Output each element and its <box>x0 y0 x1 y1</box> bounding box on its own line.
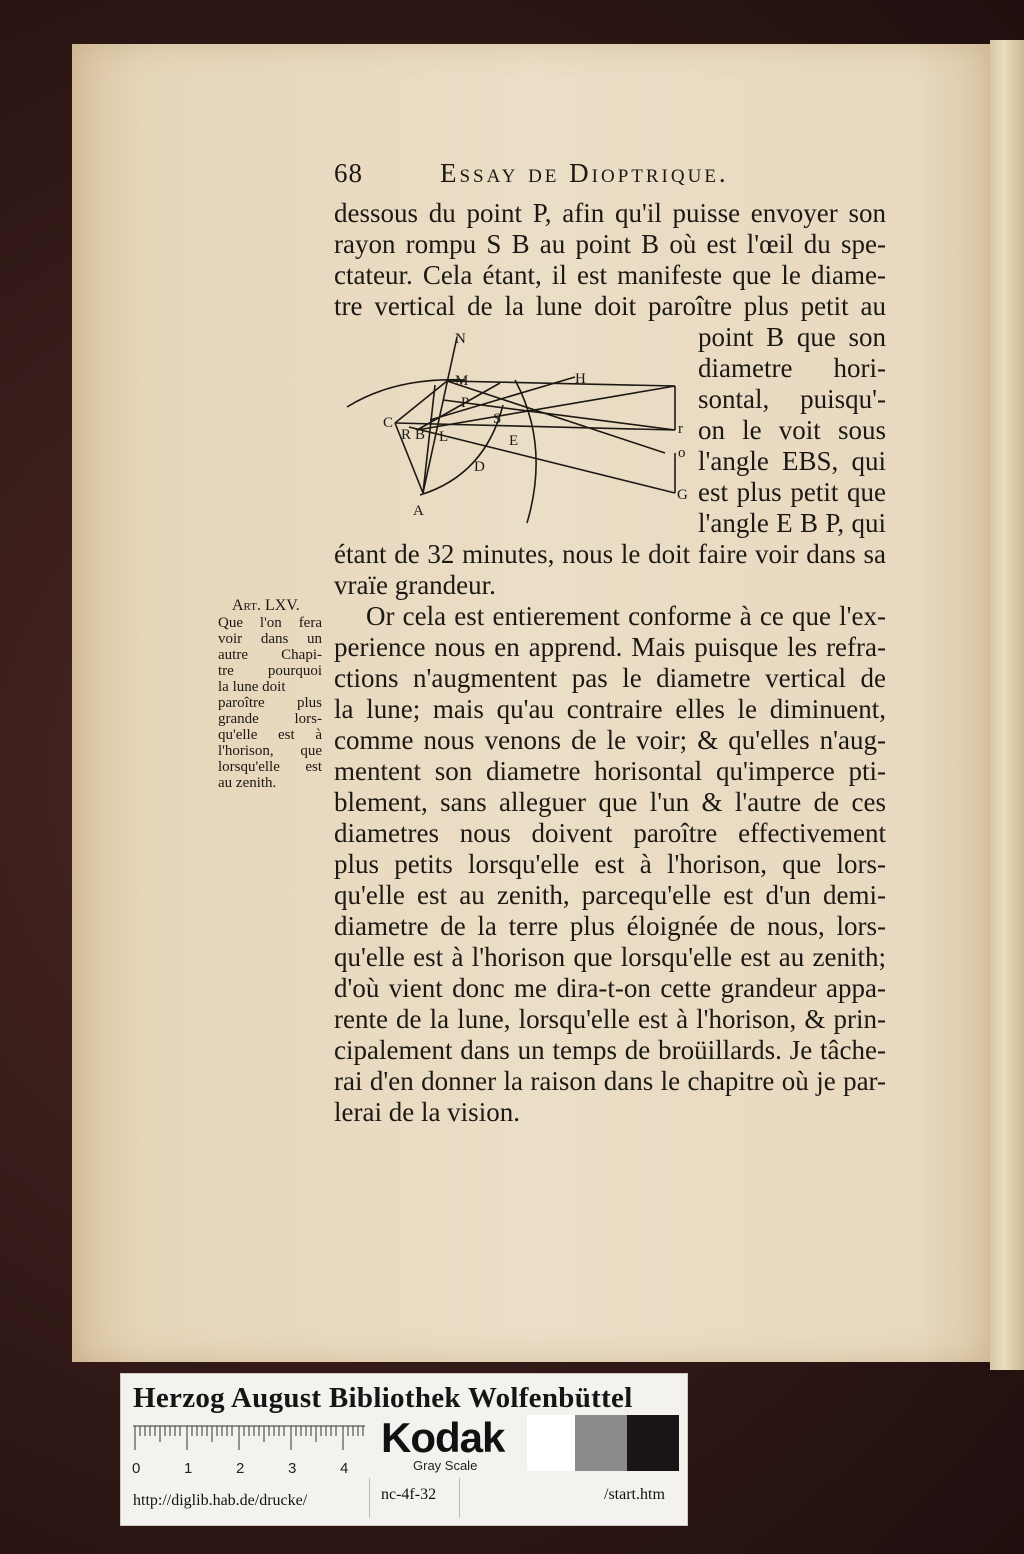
color-calibration-target <box>120 1373 688 1526</box>
body-line: lerai de la vision. <box>334 1097 520 1127</box>
body-line: rayon rompu S B au point B où est l'œil du spe- <box>334 229 886 259</box>
divider <box>369 1478 370 1518</box>
diagram-label-e: E <box>509 433 519 449</box>
ruler-number: 3 <box>288 1460 297 1477</box>
margin-note-line: l'horison, que <box>218 743 322 759</box>
divider <box>459 1478 460 1518</box>
body-line: dessous du point P, afin qu'il puisse envoyer son <box>334 198 886 228</box>
body-line: on le voit sous <box>698 415 886 445</box>
facing-page-edge <box>990 40 1024 1370</box>
gray-patch-mid <box>575 1415 627 1471</box>
body-line: qu'elle est à l'horison que lorsqu'elle est au zenith; <box>334 942 886 972</box>
gray-scale-label: Gray Scale <box>413 1458 478 1473</box>
margin-note-line: la lune doit <box>218 679 286 695</box>
ruler-scale <box>133 1424 365 1454</box>
body-line: qu'elle est au zenith, parcequ'elle est d'un demi- <box>334 880 886 910</box>
kodak-logo: Kodak <box>381 1414 505 1461</box>
body-line: plus petits lorsqu'elle est à l'horison, que lors- <box>334 849 886 879</box>
diagram-label-c: C <box>383 415 394 431</box>
diagram-label-r-small: r <box>678 421 683 437</box>
diagram-label-g: G <box>677 487 688 503</box>
body-line: sontal, puisqu'- <box>698 384 886 414</box>
margin-note-line: au zenith. <box>218 775 277 791</box>
margin-note-line: qu'elle est à <box>218 727 322 743</box>
ruler-number: 4 <box>340 1460 349 1477</box>
shelfmark-code: nc-4f-32 <box>381 1486 437 1503</box>
body-line: l'angle EBS, qui <box>698 446 886 476</box>
body-line: rente de la lune, lorsqu'elle est à l'horison, & prin- <box>334 1004 886 1034</box>
diagram-label-p: P <box>461 395 470 411</box>
body-line: d'où vient donc me dira-t-on cette grandeur appa- <box>334 973 886 1003</box>
body-line: ctions n'augmentent pas le diametre vertical de <box>334 663 886 693</box>
diagram-label-l: L <box>439 429 449 445</box>
margin-note-line: grande lors- <box>218 711 322 727</box>
body-line: blement, sans alleguer que l'un & l'autre de ces <box>334 787 886 817</box>
diagram-label-o: o <box>678 445 686 461</box>
body-line: ctateur. Cela étant, il est manifeste que le diame- <box>334 260 886 290</box>
margin-note-line: Que l'on fera <box>218 615 322 631</box>
diagram-label-h: H <box>575 371 586 387</box>
library-name: Herzog August Bibliothek Wolfenbüttel <box>133 1382 633 1414</box>
body-line: point B que son <box>698 322 886 352</box>
margin-note-line: paroître plus <box>218 695 322 711</box>
running-title: Essay de Dioptrique. <box>440 158 729 188</box>
body-line: la lune; mais qu'au contraire elles le diminuent, <box>334 694 886 724</box>
body-line: étant de 32 minutes, nous le doit faire voir dans sa <box>334 539 886 569</box>
diagram-label-d: D <box>474 459 485 475</box>
margin-note-line: tre pourquoi <box>218 663 322 679</box>
body-line: perience nous en apprend. Mais puisque les refra- <box>334 632 886 662</box>
margin-note-title: Art. LXV. <box>232 597 300 614</box>
body-line: est plus petit que <box>698 477 886 507</box>
gray-patch-black <box>627 1415 679 1471</box>
ruler-number: 1 <box>184 1460 193 1477</box>
body-line: mentent son diametre horisontal qu'imperce pti- <box>334 756 886 786</box>
page-header <box>334 158 894 194</box>
diagram-label-b: B <box>415 427 426 443</box>
geometric-diagram <box>335 325 695 530</box>
body-line: diametre de la terre plus éloignée de nous, lors- <box>334 911 886 941</box>
diagram-label-m: M <box>455 373 469 389</box>
diagram-label-n: N <box>455 331 466 347</box>
margin-note-line: voir dans un <box>218 631 322 647</box>
body-line: cipalement dans un temps de broüillards. Je tâche- <box>334 1035 886 1065</box>
source-url-right: /start.htm <box>604 1486 665 1503</box>
body-line: vraïe grandeur. <box>334 570 496 600</box>
body-line: rai d'en donner la raison dans le chapitre où je par- <box>334 1066 886 1096</box>
diagram-label-a: A <box>413 503 424 519</box>
source-url-left: http://diglib.hab.de/drucke/ <box>133 1492 308 1509</box>
diagram-label-r: R <box>401 427 412 443</box>
diagram-label-s: S <box>493 411 502 427</box>
margin-note-line: autre Chapi- <box>218 647 322 663</box>
body-line: diametre hori- <box>698 353 886 383</box>
body-line: l'angle E B P, qui <box>698 508 886 538</box>
ruler-number: 2 <box>236 1460 245 1477</box>
page-number: 68 <box>334 158 363 188</box>
body-line: Or cela est entierement conforme à ce que l'ex- <box>366 601 886 631</box>
body-line: diametres nous doivent paroître effectivement <box>334 818 886 848</box>
body-line: tre vertical de la lune doit paroître plus petit au <box>334 291 886 321</box>
margin-note-line: lorsqu'elle est <box>218 759 322 775</box>
gray-patch-white <box>527 1415 575 1471</box>
body-line: comme nous venons de le voir; & qu'elles n'aug- <box>334 725 886 755</box>
ruler-number: 0 <box>132 1460 141 1477</box>
